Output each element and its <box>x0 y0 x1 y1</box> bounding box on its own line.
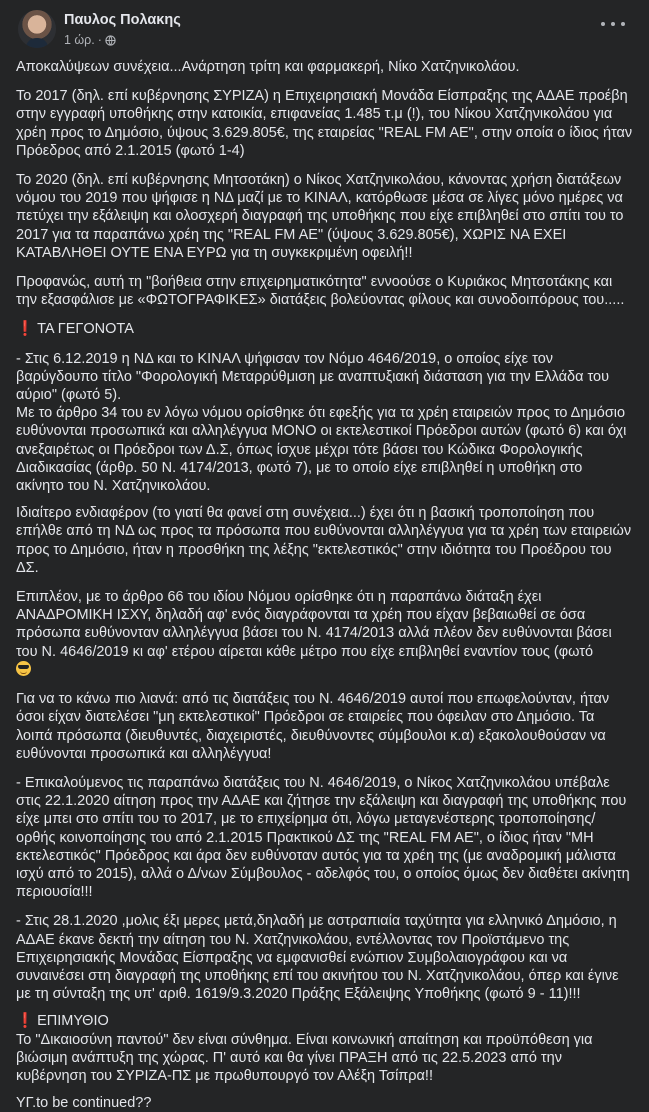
paragraph: Το 2020 (δηλ. επί κυβέρνησης Μητσοτάκη) ο Νίκος Χατζηνικολάου, κάνοντας χρήση διατάξεων νόμου του 2019 που ψήφισε η ΝΔ μαζί με το ΚΙΝΑΛ, κατόρθωσε μέσα σε λίγες μόνο ημέρες να πετύχει την εξάλειψη και ολοσχερή διαγραφή της υποθήκης που είχε επιβληθεί στο σπίτι του το 2017 για τα παραπάνω χρέη της "REAL FM AE" (ύψους 3.629.805€), ΧΩΡΙΣ ΝΑ ΕΧΕΙ ΚΑΤΑΒΛΗΘΕΙ ΟΥΤΕ ΕΝΑ ΕΥΡΩ για τη συγκεκριμένη οφειλή!! <box>16 172 624 261</box>
red-exclamation-icon: ❗ <box>16 1013 35 1030</box>
globe-icon[interactable] <box>105 35 116 46</box>
paragraph <box>16 588 633 679</box>
paragraph <box>16 350 633 496</box>
avatar[interactable] <box>18 10 56 48</box>
post-meta <box>64 33 116 47</box>
paragraph-line: Με το άρθρο 34 του εν λόγω νόμου ορίσθηκε ότι εφεξής για τα χρέη εταιρειών προς το Δημόσιο ευθύνονται προσωπικά και αλληλέγγυα ΜΟΝΟ οι εκτελεστικοί Πρόεδροι αυτών (φωτό 6) και όχι ανεξαιρέτως οι Πρόεδροι των Δ.Σ, όπως ίσχυε μέχρι τότε βάσει του Κώδικα Φορολογικής Διαδικασίας (άρθρ. 50 Ν. 4174/2013, φωτό 7), με το οποίο είχε επιβληθεί η υποθήκη στο ακίνητο του Ν. Χατζηνικολάου. <box>16 405 627 495</box>
post-body <box>16 58 633 1112</box>
heading-text: ΕΠΙΜΥΘΙΟ <box>37 1013 109 1030</box>
paragraph: Προφανώς, αυτή τη "βοήθεια στην επιχειρηματικότητα" εννοούσε ο Κυριάκος Μητσοτάκης και την εξασφάλισε με «ΦΩΤΟΓΡΑΦΙΚΕΣ» διατάξεις βολεύοντας φίλους και συνοδοιπόρους του..... <box>16 274 625 309</box>
meta-separator: · <box>97 33 102 47</box>
paragraph: Ιδιαίτερο ενδιαφέρον (το γιατί θα φανεί στη συνέχεια...) έχει ότι η βασική τροποποίηση που επήλθε από τη ΝΔ ως προς τα πρόσωπα που ευθύνονται αλληλέγγυα για τα χρέη των εταιρειών προς το Δημόσιο, ήταν η προσθήκη της λέξης "εκτελεστικός" στην ιδιότητα του Προέδρου του ΔΣ. <box>16 505 632 576</box>
paragraph: Το 2017 (δηλ. επί κυβέρνησης ΣΥΡΙΖΑ) η Επιχειρησιακή Μονάδα Είσπραξης της ΑΔΑΕ προέβη στην εγγραφή υποθήκης στην κατοικία, επιφανείας 1.485 τ.μ (!), του Νίκου Χατζηνικολάου για χρέη προς το Δημόσιο, ύψους 3.629.805€, της εταιρείας "REAL FM AE", στην οποία ο ίδιος ήταν Πρόεδρος από 2.1.2015 (φωτό 1-4) <box>16 88 633 159</box>
post-time[interactable]: 1 ώρ. <box>64 33 95 47</box>
sunglasses-emoji-icon <box>16 661 31 676</box>
paragraph: - Επικαλούμενος τις παραπάνω διατάξεις του Ν. 4646/2019, ο Νίκος Χατζηνικολάου υπέβαλε στις 22.1.2020 αίτηση προς την ΑΔΑΕ και ζήτησε την εξάλειψη και διαγραφή της υποθήκης που είχε μπει στο σπίτι του το 2017, με το επιχείρημα ότι, λόγω μεταγενέστερης τροποποίησης/ορθής κοινοποίησης του από 2.1.2015 Πρακτικού ΔΣ της "REAL FM AE", ο ίδιος ήταν "ΜΗ εκτελεστικός" Πρόεδρος και άρα δεν ευθύνοταν αυτός για τα χρέη της (με αναδρομική μάλιστα ισχύ από το 2015), αλλά ο Δ/νων Σύμβουλος - αδελφός του, ο οποίος όμως δεν διαθέτει ακίνητη περιουσία!!! <box>16 774 630 901</box>
section-block <box>16 1012 633 1085</box>
paragraph: ΥΓ.to be continued?? <box>16 1095 152 1112</box>
paragraph-line: - Στις 6.12.2019 η ΝΔ και το ΚΙΝΑΛ ψήφισαν τον Νόμο 4646/2019, ο οποίος είχε τον βαρύγδουπο τίτλο "Φορολογική Μεταρρύθμιση με αναπτυξιακή διάσταση για την Ελλάδα του αύριο" (φωτό 5). <box>16 350 610 404</box>
paragraph: Αποκαλύψεων συνέχεια...Ανάρτηση τρίτη και φαρμακερή, Νίκο Χατζηνικολάου. <box>16 59 520 75</box>
heading-text: ΤΑ ΓΕΓΟΝΟΤΑ <box>37 321 134 338</box>
paragraph: Για να το κάνω πιο λιανά: από τις διατάξεις του Ν. 4646/2019 αυτοί που επωφελούνταν, ήταν όσοι είχαν διατελέσει "μη εκτελεστικοί" Πρόεδροι σε εταιρείες που όφειλαν στο Δημόσιο. Τα λοιπά πρόσωπα (διευθυντές, διαχειριστές, διευθύνοντες σύμβουλοι κ.α) εξακολουθούσαν να ευθύνονται προσωπικά και αλληλέγγυα! <box>16 691 610 762</box>
paragraph-text: Επιπλέον, με το άρθρο 66 του ιδίου Νόμου ορίσθηκε ότι η παραπάνω διάταξη έχει ΑΝΑΔΡΟΜΙΚΗ ΙΣΧΥ, δηλαδή αφ' ενός διαγράφονται τα χρέη που είχαν βεβαιωθεί σε όσα πρόσωπα ευθύνονταν αλληλέγγυα βάσει του Ν. 4174/2013 αλλά πλέον δεν ευθύνονται βάσει του Ν. 4646/2019 κι αφ' ετέρου αίρεται κάθε μέτρο που είχε επιβληθεί εναντίον τους (φωτό <box>16 589 612 660</box>
more-options-icon[interactable] <box>601 16 625 32</box>
post-header <box>16 0 633 58</box>
paragraph-text: Το "Δικαιοσύνη παντού" δεν είναι σύνθημα. Είναι κοινωνική απαίτηση και προϋπόθεση για βιώσιμη ανάπτυξη της χώρας. Π' αυτό και θα γίνει ΠΡΑΞΗ από τις 22.5.2023 από την κυβέρνηση του ΣΥΡΙΖΑ-ΠΣ με πρωθυπουργό τον Αλέξη Τσίπρα!! <box>16 1031 593 1084</box>
red-exclamation-icon: ❗ <box>16 321 35 338</box>
author-name[interactable]: Παυλος Πολακης <box>64 12 181 28</box>
paragraph: - Στις 28.1.2020 ,μολις έξι μερες μετά,δηλαδή με αστραπιαία ταχύτητα για ελληνικό Δημόσιο, η ΑΔΑΕ έκανε δεκτή την αίτηση του Ν. Χατζηνικολάου, εντέλλοντας τον Προϊστάμενο της Επιχειρησιακής Μονάδας Είσπραξης να εμφανισθεί ενώπιον Συμβολαιογράφου και να συναινέσει στη διαγραφή της υποθήκης επί του ακινήτου του Ν. Χατζηνικολάου, όπερ και έγινε με τη σύνταξη της υπ' αριθ. 1619/9.3.2020 Πράξης Εξάλειψης Υποθήκης (φωτό 9 - 11)!!! <box>16 913 619 1003</box>
section-heading <box>16 320 633 338</box>
